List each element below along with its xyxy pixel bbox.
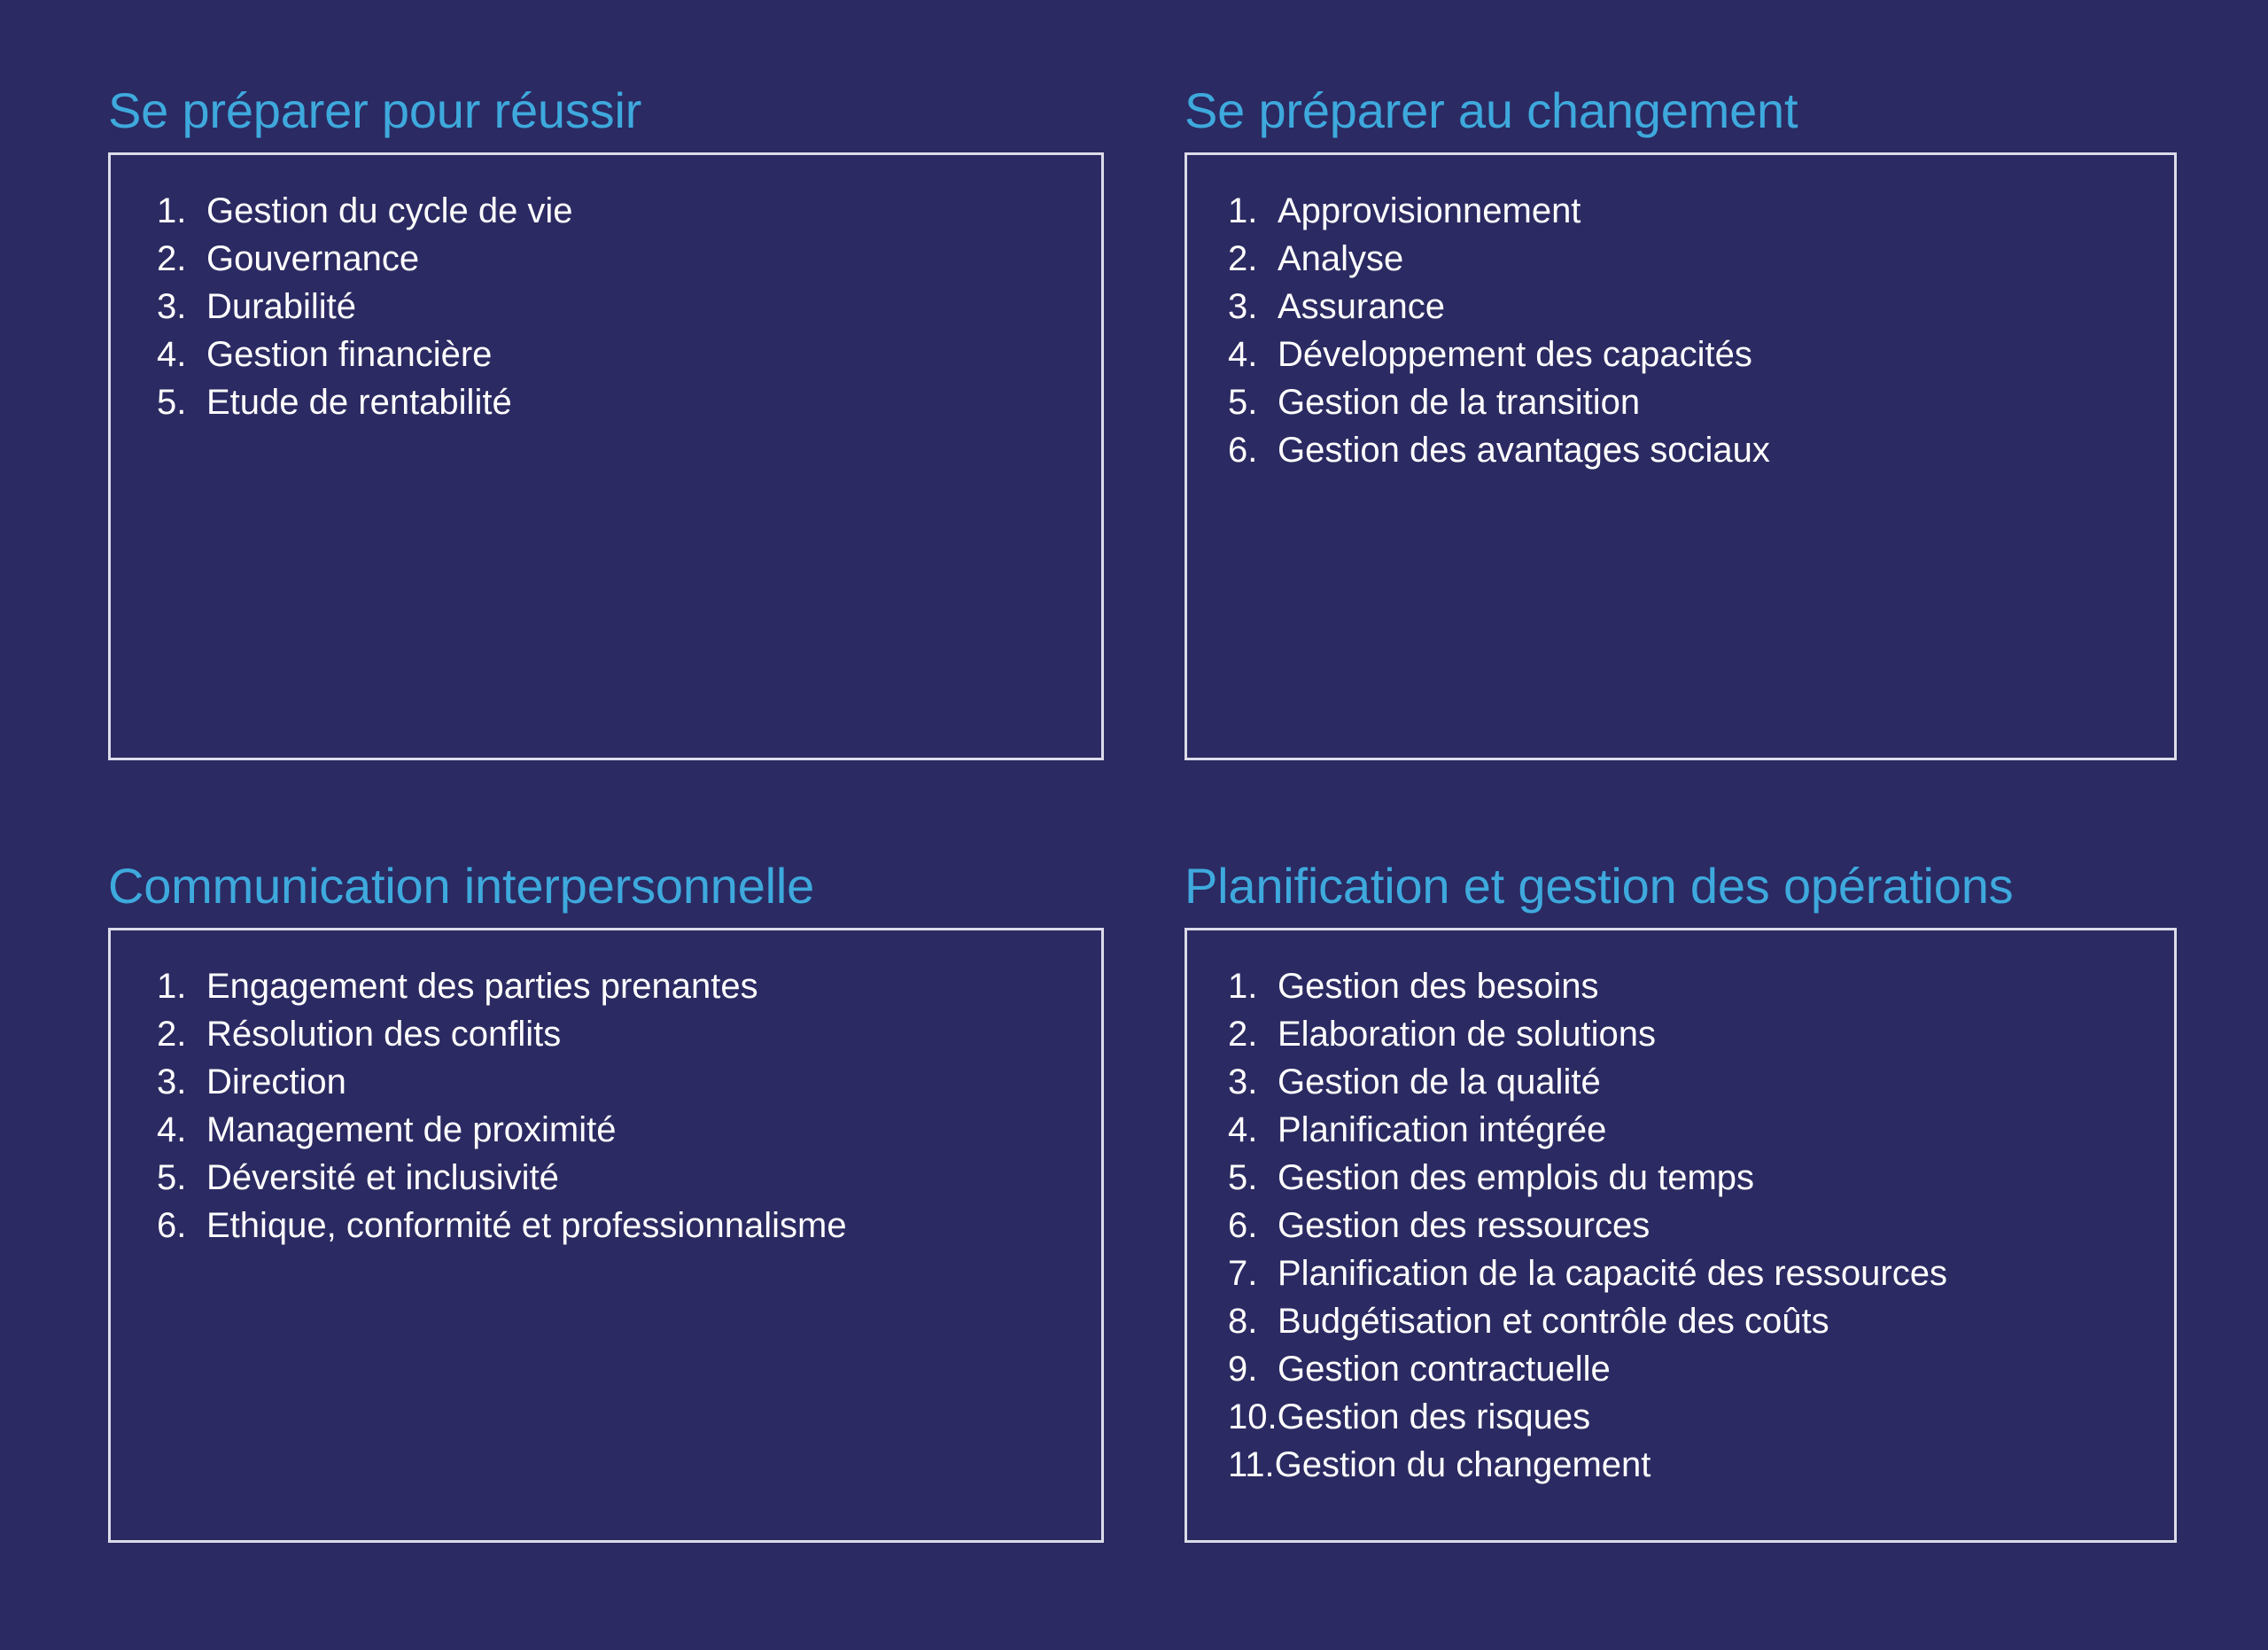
list-item-label: Gestion des ressources <box>1278 1206 1651 1246</box>
section-title: Se préparer au changement <box>1184 82 1798 138</box>
list-item <box>111 1106 1101 1154</box>
list-item-number: 5. <box>157 383 187 423</box>
list-item-number: 4. <box>1228 1110 1258 1150</box>
list-item <box>111 235 1101 283</box>
section-se-preparer-au-changement <box>1184 84 2177 760</box>
list-item-number: 1. <box>157 967 187 1007</box>
list-item <box>111 1154 1101 1202</box>
list-item-number: 5. <box>1228 383 1258 423</box>
list-item-label: Etude de rentabilité <box>206 383 512 423</box>
list-item <box>1187 187 2174 235</box>
section-title: Planification et gestion des opérations <box>1184 858 2014 914</box>
numbered-list <box>111 187 1101 426</box>
list-item <box>111 283 1101 331</box>
list-item <box>1187 962 2174 1010</box>
list-item-label: Gestion des besoins <box>1278 967 1599 1007</box>
list-item-number: 9. <box>1228 1350 1258 1389</box>
list-item-number: 6. <box>157 1206 187 1246</box>
list-item <box>111 1202 1101 1249</box>
list-item <box>111 1058 1101 1106</box>
list-item-number: 5. <box>1228 1158 1258 1198</box>
list-item-label: Engagement des parties prenantes <box>206 967 758 1007</box>
list-item-number: 1. <box>1228 967 1258 1007</box>
list-item-number: 2. <box>157 1015 187 1055</box>
list-item-label: Gestion financière <box>206 335 493 375</box>
list-item-label: Gestion des risques <box>1277 1397 1591 1437</box>
list-item-label: Résolution des conflits <box>206 1015 562 1055</box>
list-item-number: 7. <box>1228 1254 1258 1294</box>
list-item-number: 5. <box>157 1158 187 1198</box>
list-item <box>111 962 1101 1010</box>
list-item-label: Durabilité <box>206 287 356 327</box>
list-item-number: 4. <box>1228 335 1258 375</box>
section-list-box <box>1184 152 2177 760</box>
list-item <box>111 378 1101 426</box>
list-item <box>111 187 1101 235</box>
numbered-list <box>111 962 1101 1249</box>
list-item <box>1187 331 2174 378</box>
list-item <box>1187 1058 2174 1106</box>
list-item-number: 8. <box>1228 1302 1258 1342</box>
list-item-number: 10. <box>1228 1397 1278 1437</box>
list-item <box>111 331 1101 378</box>
list-item-number: 3. <box>1228 1062 1258 1102</box>
list-item-number: 3. <box>157 287 187 327</box>
list-item-number: 3. <box>157 1062 187 1102</box>
list-item-label: Gestion du changement <box>1274 1445 1651 1485</box>
list-item-label: Budgétisation et contrôle des coûts <box>1278 1302 1829 1342</box>
list-item-label: Gestion contractuelle <box>1278 1350 1611 1389</box>
list-item-number: 2. <box>157 239 187 279</box>
section-list-box <box>108 152 1104 760</box>
list-item <box>1187 1249 2174 1297</box>
list-item <box>1187 1106 2174 1154</box>
list-item <box>1187 1202 2174 1249</box>
list-item <box>1187 283 2174 331</box>
list-item-number: 3. <box>1228 287 1258 327</box>
section-title: Communication interpersonnelle <box>108 858 815 914</box>
list-item-number: 11. <box>1228 1445 1275 1485</box>
list-item <box>1187 378 2174 426</box>
list-item-label: Direction <box>206 1062 346 1102</box>
section-planification-et-gestion-des-operations <box>1184 860 2177 1543</box>
list-item-number: 2. <box>1228 239 1258 279</box>
list-item-label: Gestion des avantages sociaux <box>1278 431 1770 471</box>
list-item-label: Approvisionnement <box>1278 191 1581 231</box>
section-list-box <box>108 928 1104 1543</box>
list-item-number: 4. <box>157 335 187 375</box>
list-item-label: Planification intégrée <box>1278 1110 1607 1150</box>
list-item <box>1187 1010 2174 1058</box>
list-item-label: Assurance <box>1278 287 1445 327</box>
list-item-number: 1. <box>1228 191 1258 231</box>
list-item-label: Ethique, conformité et professionnalisme <box>206 1206 847 1246</box>
list-item-label: Gestion de la qualité <box>1278 1062 1601 1102</box>
list-item-label: Gestion des emplois du temps <box>1278 1158 1755 1198</box>
list-item-label: Management de proximité <box>206 1110 617 1150</box>
list-item-number: 6. <box>1228 431 1258 471</box>
list-item-label: Planification de la capacité des ressources <box>1278 1254 1947 1294</box>
list-item <box>1187 1154 2174 1202</box>
list-item-number: 4. <box>157 1110 187 1150</box>
list-item-label: Gouvernance <box>206 239 420 279</box>
list-item <box>1187 1441 2174 1489</box>
section-se-preparer-pour-reussir <box>108 84 1104 760</box>
list-item-label: Elaboration de solutions <box>1278 1015 1656 1055</box>
list-item <box>1187 1297 2174 1345</box>
list-item-label: Déversité et inclusivité <box>206 1158 559 1198</box>
list-item-number: 6. <box>1228 1206 1258 1246</box>
section-list-box <box>1184 928 2177 1543</box>
list-item <box>1187 426 2174 474</box>
list-item-label: Gestion de la transition <box>1278 383 1641 423</box>
numbered-list <box>1187 962 2174 1489</box>
list-item <box>1187 1393 2174 1441</box>
section-communication-interpersonnelle <box>108 860 1104 1543</box>
list-item-number: 1. <box>157 191 187 231</box>
list-item <box>111 1010 1101 1058</box>
list-item-label: Analyse <box>1278 239 1404 279</box>
numbered-list <box>1187 187 2174 474</box>
list-item-number: 2. <box>1228 1015 1258 1055</box>
list-item <box>1187 235 2174 283</box>
list-item-label: Gestion du cycle de vie <box>206 191 573 231</box>
section-title: Se préparer pour réussir <box>108 82 642 138</box>
list-item <box>1187 1345 2174 1393</box>
list-item-label: Développement des capacités <box>1278 335 1752 375</box>
